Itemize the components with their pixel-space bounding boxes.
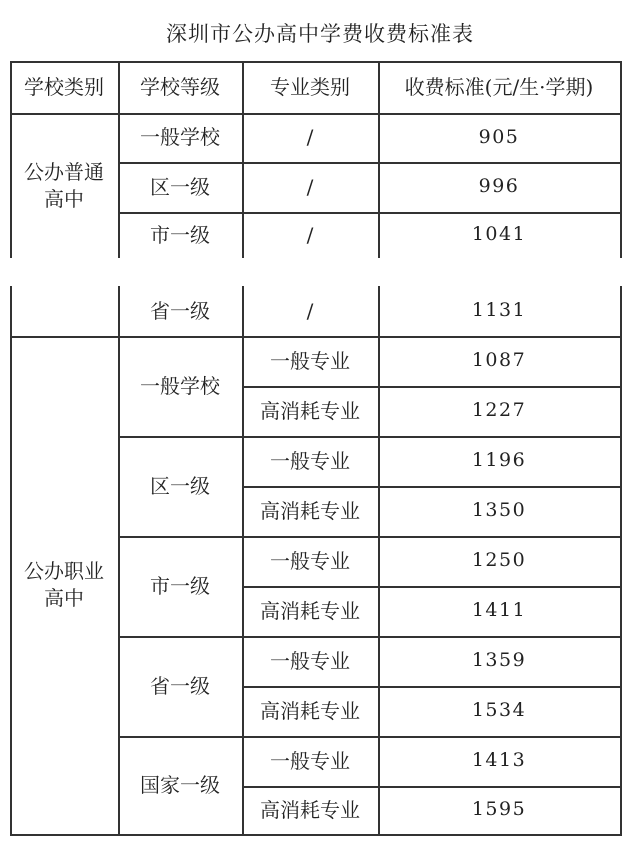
table-row-fee: 996 [478,175,520,198]
general-category-cell [10,113,118,258]
table-row-major: 高消耗专业 [260,698,360,723]
header-school-category: 学校类别 [24,74,104,99]
table-row-fee: 1359 [471,649,527,672]
vocational-level-cell: 国家一级 [140,772,220,797]
table-row-fee: 905 [478,125,520,148]
table-row-major: 一般专业 [270,448,350,473]
table-row-fee: 1087 [471,349,527,372]
general-category-line2: 高中 [44,186,84,211]
table-row-level: 区一级 [150,174,210,199]
table-row-major: / [306,125,314,149]
table-row-major: 一般专业 [270,748,350,773]
table-row-level: 市一级 [150,222,210,247]
vocational-level-cell: 一般学校 [140,373,220,398]
table-row-major: 一般专业 [270,348,350,373]
table-row-fee: 1413 [471,749,527,772]
header-major-category: 专业类别 [270,74,350,99]
vocational-level-cell: 省一级 [150,673,210,698]
table-row-fee: 1595 [471,798,527,821]
table-row-fee: 1196 [471,449,527,472]
table-row-fee: 1534 [471,699,527,722]
table-row-major: 一般专业 [270,648,350,673]
vocational-category-cell [10,336,118,834]
document-title: 深圳市公办高中学费收费标准表 [166,22,474,46]
vocational-level-cell: 区一级 [150,473,210,498]
vocational-level-cell: 市一级 [150,573,210,598]
table-row-major: 高消耗专业 [260,498,360,523]
header-fee-standard: 收费标准(元/生·学期) [404,74,594,99]
table-row-level: 一般学校 [140,125,220,149]
table-row-major: / [306,298,314,323]
table-row-major: 一般专业 [270,548,350,573]
table-row-major: 高消耗专业 [260,797,360,822]
table-row-major: 高消耗专业 [260,598,360,623]
table-row-level: 省一级 [150,298,210,323]
vocational-category-line2: 高中 [44,586,84,610]
table-row-fee: 1350 [471,499,527,522]
table-row-fee: 1411 [471,599,527,622]
table-row-fee: 1041 [471,223,527,246]
table-row-fee: 1131 [471,299,527,322]
table-row-major: / [306,222,314,247]
vocational-category-line1: 公办职业 [24,559,104,583]
header-school-level: 学校等级 [140,74,220,99]
general-category-line1: 公办普通 [24,159,104,184]
table-row-major: 高消耗专业 [260,398,360,423]
table-row-fee: 1227 [471,399,527,422]
fee-table-top [10,61,622,258]
table-row-fee: 1250 [471,549,527,572]
table-row-major: / [306,174,314,199]
fee-table-bottom [10,286,622,836]
